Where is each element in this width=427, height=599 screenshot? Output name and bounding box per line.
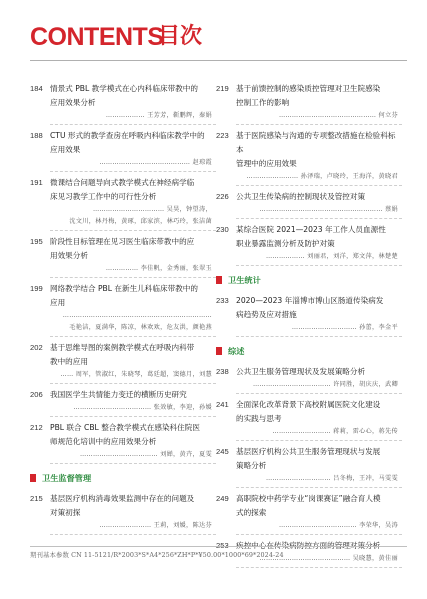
article-title-line: 应用 — [50, 298, 66, 307]
entry-divider — [50, 463, 216, 464]
article-title-line: 全面深化改革背景下高校附属医院文化建设 — [236, 400, 381, 409]
page-number: 241 — [216, 400, 229, 409]
article-authors: ……………………… 蒋莉，雷心心，蒋先传 — [272, 428, 398, 435]
article-title-line: 对策初探 — [50, 508, 81, 517]
entry-divider — [50, 383, 216, 384]
toc-entry[interactable] — [216, 365, 402, 394]
article-title-line: 教中的应用 — [50, 357, 88, 366]
section-marker — [216, 347, 222, 355]
page-number: 184 — [30, 84, 43, 93]
article-title-line: 微课结合问题导向式教学模式在神经病学临 — [50, 178, 195, 187]
page-number: 195 — [30, 237, 43, 246]
article-title-line: 师规范化培训中的应用效果分析 — [50, 437, 157, 446]
article-title-line: 网络教学结合 PBL 在新生儿科临床带教中的 — [50, 284, 198, 293]
article-authors: ……………………………… 许同胜，胡庆庆，武卿 — [253, 381, 398, 388]
article-authors: ……………………………………… 何立芬 — [278, 112, 398, 119]
entry-divider — [50, 534, 216, 535]
article-title-line: 基层医疗机构公共卫生服务管理现状与发展 — [236, 447, 381, 456]
section-marker — [30, 474, 36, 482]
section-label: 卫生监督管理 — [42, 473, 92, 483]
page-number: 233 — [216, 296, 229, 305]
article-authors: …… 周军，管淑红，朱晓琴，葛廷超，窦德月，刘慧 — [60, 371, 212, 378]
entry-divider — [236, 265, 402, 266]
toc-entry[interactable] — [30, 492, 216, 535]
entry-divider — [236, 336, 402, 337]
entry-divider — [50, 230, 216, 231]
article-authors: …………………………………… 吴晓慧，黄佳丽 — [259, 555, 398, 562]
article-title-line: CTU 形式的教学查房在呼吸内科临床教学中的 — [50, 131, 205, 140]
toc-entry[interactable] — [30, 129, 216, 172]
section-heading — [30, 470, 216, 486]
article-authors: ……………… 王芳芳，靳鹏辉，秦娟 — [105, 112, 212, 119]
toc-entry[interactable] — [30, 82, 216, 125]
entry-divider — [236, 567, 402, 568]
article-authors: …………………………… 吴昊，钟望涛， — [92, 206, 212, 213]
contents-title-zh: 目次 — [158, 24, 203, 49]
section-heading — [216, 343, 402, 359]
toc-entry[interactable] — [216, 445, 402, 488]
toc-entry[interactable] — [216, 82, 402, 125]
toc-entry[interactable] — [216, 190, 402, 219]
article-title-line: 高职院校中药学专业“岗课赛证”融合育人模 — [236, 494, 381, 503]
article-title-line: 用效果分析 — [50, 251, 88, 260]
page-number: 206 — [30, 390, 43, 399]
article-title-line: 职业暴露监测分析及防护对策 — [236, 239, 335, 248]
toc-entry[interactable] — [30, 282, 216, 337]
page-number: 191 — [30, 178, 43, 187]
article-authors: ………………………… 吕冬梅，王冲，马雯雯 — [265, 475, 398, 482]
article-authors: ………………………… 孙蕾，李金平 — [291, 324, 398, 331]
entry-divider — [50, 416, 216, 417]
article-title-line: 策略分析 — [236, 461, 267, 470]
page-number: 219 — [216, 84, 229, 93]
page-number: 238 — [216, 367, 229, 376]
entry-divider — [50, 277, 216, 278]
article-authors: …………… 李佳帆，金秀丽，张翠玉 — [105, 265, 212, 272]
article-title-line: 的实践与思考 — [236, 414, 282, 423]
article-title-line: 管理中的应用效果 — [236, 159, 297, 168]
entry-divider — [236, 440, 402, 441]
article-authors: 毛艳洁，夏满华，陈凉，林欢欢，危友洪，颜艳燕 — [69, 324, 212, 331]
page-number: 215 — [30, 494, 43, 503]
article-authors: ……………………………… 张效敏，李迎，孙媛 — [73, 404, 212, 411]
article-title-line: 控制工作的影响 — [236, 98, 290, 107]
entry-divider — [236, 534, 402, 535]
article-authors: …………………… 王莉，刘媛，陈达芬 — [99, 522, 212, 529]
toc-entry[interactable] — [30, 341, 216, 384]
page-number: 202 — [30, 343, 43, 352]
entry-divider — [236, 124, 402, 125]
entry-divider — [236, 218, 402, 219]
left-column — [30, 82, 216, 539]
article-title-line: 某综合医院 2021—2023 年工作人员血源性 — [236, 225, 386, 234]
article-title-line: 我国医学生共情能力变迁的横断历史研究 — [50, 390, 187, 399]
article-authors: ……………………………… 李荣华，吴涛 — [278, 522, 398, 529]
article-authors: …………………………………… 赵琼霞 — [99, 159, 212, 166]
article-title-line: 床见习教学工作中的可行性分析 — [50, 192, 157, 201]
article-authors: ………………………………………………… 蔡娟 — [259, 206, 398, 213]
contents-header — [0, 22, 427, 52]
section-label: 综述 — [228, 346, 245, 356]
page-number: 245 — [216, 447, 229, 456]
entry-divider — [236, 185, 402, 186]
section-heading — [216, 272, 402, 288]
toc-entry[interactable] — [30, 421, 216, 464]
toc-entry[interactable] — [30, 176, 216, 231]
header-rule — [30, 60, 407, 61]
article-title-line: 基于医院感染与沟通的专项整改措施在检验科标本 — [236, 131, 396, 154]
article-title-line: 阶段性目标管理在见习医生临床带教中的应 — [50, 237, 195, 246]
article-authors: …………………………………………………………… — [62, 312, 212, 319]
right-column — [216, 82, 402, 572]
entry-divider — [236, 393, 402, 394]
page-number: 199 — [30, 284, 43, 293]
article-authors: …………………… 孙泽瑞，卢晓玲，王海洋，黄晓君 — [246, 173, 398, 180]
toc-entry[interactable] — [30, 235, 216, 278]
article-authors: ……………… 刘丽君，刘洋，郑文萍，林楚楚 — [265, 253, 398, 260]
entry-divider — [50, 171, 216, 172]
toc-entry[interactable] — [30, 388, 216, 417]
article-authors: 沈文川，林丹梅，黄琢，邱家滨，林巧玲，张洁菌 — [69, 218, 212, 225]
section-label: 卫生统计 — [228, 275, 261, 285]
toc-entry[interactable] — [216, 492, 402, 535]
article-title-line: 应用效果分析 — [50, 98, 96, 107]
entry-divider — [50, 336, 216, 337]
footer-rule — [30, 546, 407, 547]
toc-entry[interactable] — [216, 223, 402, 266]
toc-entry[interactable] — [216, 129, 402, 186]
section-marker — [216, 276, 222, 284]
article-title-line: PBL 联合 CBL 整合教学模式在感染科住院医 — [50, 423, 200, 432]
contents-title-en: CONTENTS — [30, 23, 164, 51]
page-number: 249 — [216, 494, 229, 503]
entry-divider — [50, 124, 216, 125]
article-title-line: 2020—2023 年淄博市博山区肠道传染病发 — [236, 296, 384, 305]
article-title-line: 式的探索 — [236, 508, 267, 517]
entry-divider — [236, 487, 402, 488]
toc-entry[interactable] — [216, 398, 402, 441]
article-title-line: 病趋势及应对措施 — [236, 310, 297, 319]
journal-parameters: 期刊基本参数 CN 11-5121/R*2003*S*A4*256*ZH*P*¥50.00*1000*69*2024-24 — [30, 551, 284, 559]
article-title-line: 公共卫生服务管理现状及发展策略分析 — [236, 367, 366, 376]
article-title-line: 公共卫生传染病的控制现状及管控对策 — [236, 192, 366, 201]
article-title-line: 基层医疗机构消毒效果监测中存在的问题及 — [50, 494, 195, 503]
page-number: 212 — [30, 423, 43, 432]
article-title-line: 基于思维导图的案例教学模式在呼吸内科带 — [50, 343, 195, 352]
article-authors: ……………………………… 刘婵，黄卉，夏雯 — [79, 451, 212, 458]
page-number: 226 — [216, 192, 229, 201]
page-number: 188 — [30, 131, 43, 140]
article-title-line: 情景式 PBL 教学模式在心内科临床带教中的 — [50, 84, 198, 93]
article-title-line: 应用效果 — [50, 145, 81, 154]
page-number: 230 — [216, 225, 229, 234]
page-number: 223 — [216, 131, 229, 140]
toc-entry[interactable] — [216, 294, 402, 337]
article-title-line: 基于前馈控制的感染质控管理对卫生院感染 — [236, 84, 381, 93]
